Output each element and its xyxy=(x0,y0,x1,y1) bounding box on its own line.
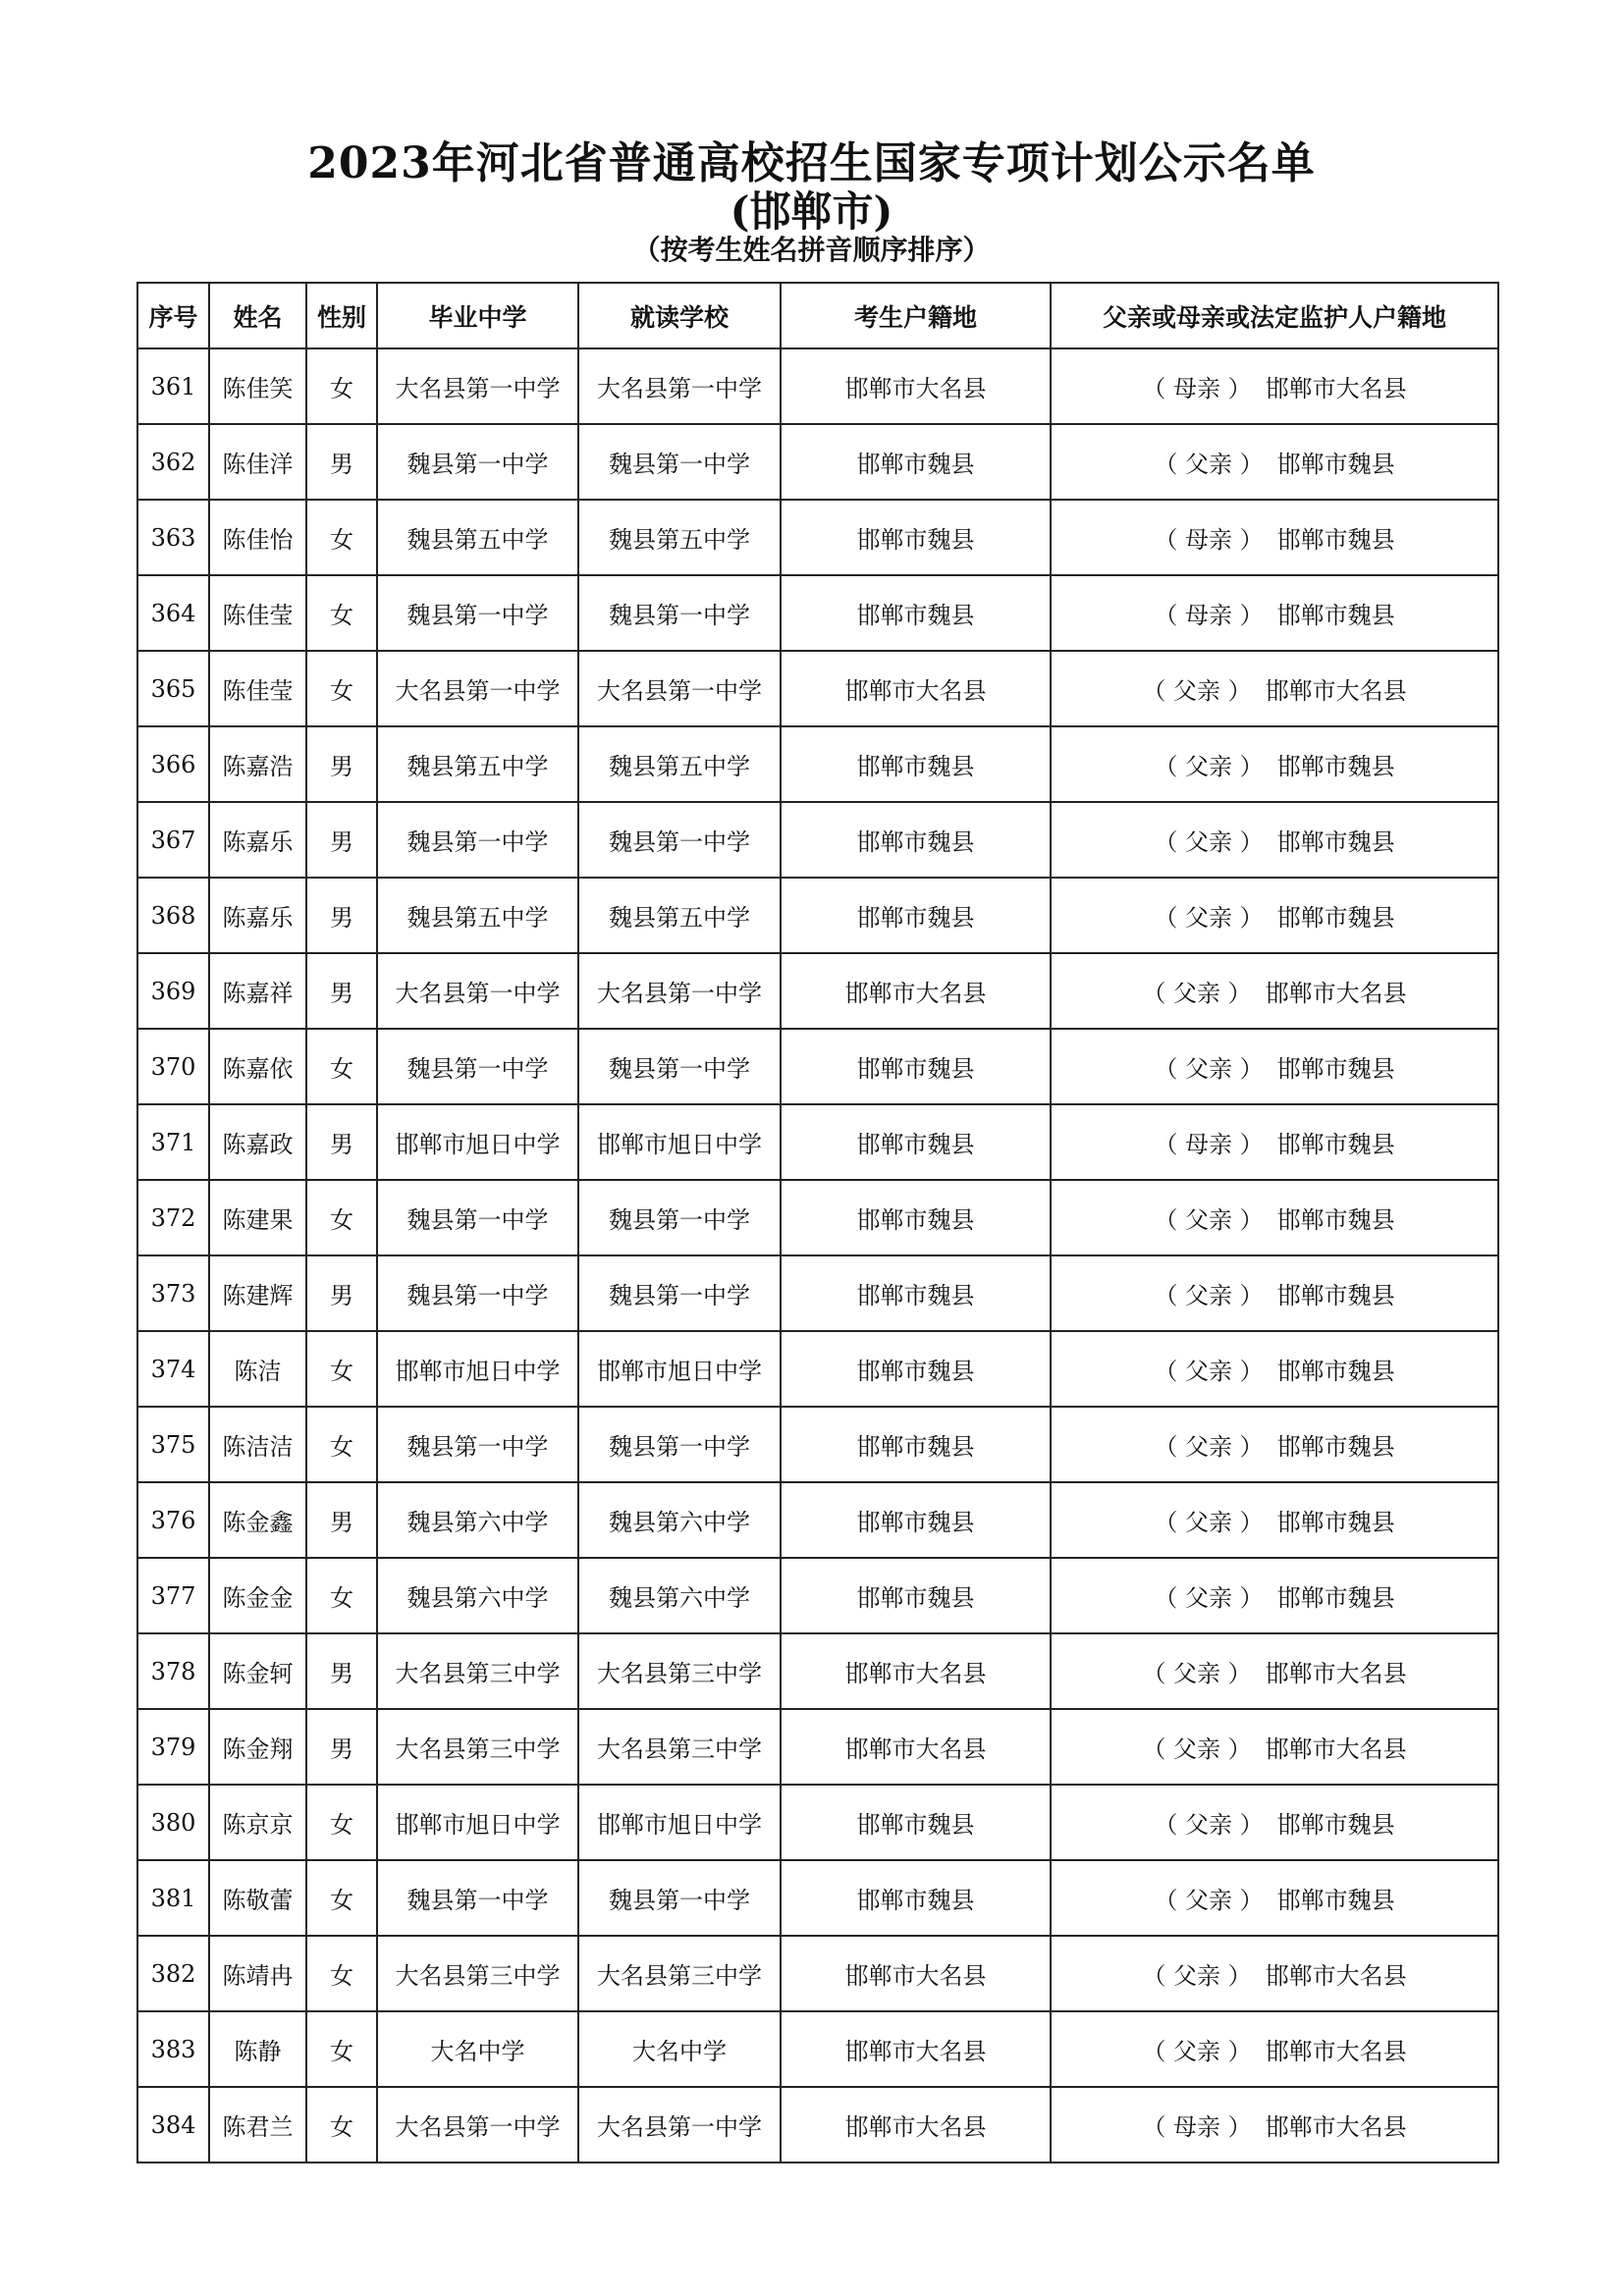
cell-name: 陈佳莹 xyxy=(209,575,306,651)
table-row xyxy=(137,348,1498,424)
cell-gender: 女 xyxy=(306,1558,377,1633)
parent-relation: （ 父亲 ） xyxy=(1154,1433,1264,1461)
cell-name: 陈嘉依 xyxy=(209,1029,306,1104)
table-row xyxy=(137,802,1498,878)
parent-residence: 邯郸市魏县 xyxy=(1276,1811,1395,1839)
cell-name: 陈佳莹 xyxy=(209,651,306,726)
cell-current-school: 大名中学 xyxy=(578,2011,781,2087)
cell-current-school: 魏县第一中学 xyxy=(578,1029,781,1104)
parent-residence: 邯郸市大名县 xyxy=(1265,2113,1407,2141)
table-row xyxy=(137,878,1498,953)
cell-residence: 邯郸市魏县 xyxy=(781,1255,1051,1331)
cell-gender: 女 xyxy=(306,1180,377,1255)
cell-gender: 女 xyxy=(306,2087,377,2163)
cell-current-school: 魏县第一中学 xyxy=(578,575,781,651)
header-parent-residence: 父亲或母亲或法定监护人户籍地 xyxy=(1051,283,1498,348)
cell-grad-school: 魏县第五中学 xyxy=(377,878,578,953)
cell-no: 383 xyxy=(137,2011,209,2087)
cell-gender: 男 xyxy=(306,802,377,878)
table-row xyxy=(137,1407,1498,1482)
parent-relation: （ 母亲 ） xyxy=(1154,1131,1264,1158)
parent-relation: （ 父亲 ） xyxy=(1154,1887,1264,1914)
cell-no: 371 xyxy=(137,1104,209,1180)
cell-name: 陈佳怡 xyxy=(209,500,306,575)
cell-grad-school: 邯郸市旭日中学 xyxy=(377,1104,578,1180)
parent-relation: （ 父亲 ） xyxy=(1154,828,1264,856)
cell-residence: 邯郸市魏县 xyxy=(781,1860,1051,1936)
parent-relation: （ 父亲 ） xyxy=(1154,451,1264,478)
cell-grad-school: 邯郸市旭日中学 xyxy=(377,1331,578,1407)
cell-parent-residence xyxy=(1051,726,1498,802)
parent-residence: 邯郸市魏县 xyxy=(1276,1131,1395,1158)
parent-residence: 邯郸市大名县 xyxy=(1265,677,1407,705)
cell-residence: 邯郸市大名县 xyxy=(781,1709,1051,1785)
cell-current-school: 魏县第一中学 xyxy=(578,1180,781,1255)
parent-relation: （ 父亲 ） xyxy=(1154,1206,1264,1234)
cell-current-school: 魏县第五中学 xyxy=(578,500,781,575)
cell-current-school: 邯郸市旭日中学 xyxy=(578,1104,781,1180)
cell-parent-residence xyxy=(1051,1633,1498,1709)
cell-grad-school: 大名县第三中学 xyxy=(377,1936,578,2011)
cell-no: 364 xyxy=(137,575,209,651)
parent-residence: 邯郸市魏县 xyxy=(1276,828,1395,856)
cell-residence: 邯郸市大名县 xyxy=(781,1633,1051,1709)
cell-gender: 男 xyxy=(306,1709,377,1785)
cell-parent-residence xyxy=(1051,2087,1498,2163)
parent-relation: （ 父亲 ） xyxy=(1154,753,1264,780)
cell-current-school: 魏县第五中学 xyxy=(578,726,781,802)
parent-relation: （ 父亲 ） xyxy=(1142,677,1252,705)
header-grad-school: 毕业中学 xyxy=(377,283,578,348)
cell-no: 370 xyxy=(137,1029,209,1104)
table-row xyxy=(137,575,1498,651)
cell-current-school: 魏县第五中学 xyxy=(578,878,781,953)
parent-relation: （ 母亲 ） xyxy=(1142,2113,1252,2141)
parent-relation: （ 母亲 ） xyxy=(1154,526,1264,554)
cell-no: 379 xyxy=(137,1709,209,1785)
cell-current-school: 魏县第六中学 xyxy=(578,1482,781,1558)
parent-residence: 邯郸市大名县 xyxy=(1265,1962,1407,1990)
cell-no: 380 xyxy=(137,1785,209,1860)
parent-relation: （ 父亲 ） xyxy=(1154,1509,1264,1536)
header-gender: 性别 xyxy=(306,283,377,348)
document-sort-note: （按考生姓名拼音顺序排序） xyxy=(632,234,991,266)
cell-gender: 男 xyxy=(306,1482,377,1558)
cell-no: 361 xyxy=(137,348,209,424)
cell-residence: 邯郸市魏县 xyxy=(781,1029,1051,1104)
cell-grad-school: 魏县第一中学 xyxy=(377,802,578,878)
cell-name: 陈嘉祥 xyxy=(209,953,306,1029)
cell-grad-school: 魏县第一中学 xyxy=(377,1180,578,1255)
cell-parent-residence xyxy=(1051,500,1498,575)
cell-no: 372 xyxy=(137,1180,209,1255)
cell-current-school: 魏县第一中学 xyxy=(578,802,781,878)
cell-name: 陈静 xyxy=(209,2011,306,2087)
cell-residence: 邯郸市魏县 xyxy=(781,726,1051,802)
cell-parent-residence xyxy=(1051,1860,1498,1936)
cell-no: 362 xyxy=(137,424,209,500)
table-row xyxy=(137,1255,1498,1331)
parent-residence: 邯郸市魏县 xyxy=(1276,526,1395,554)
parent-relation: （ 父亲 ） xyxy=(1154,904,1264,932)
header-name: 姓名 xyxy=(209,283,306,348)
parent-relation: （ 父亲 ） xyxy=(1154,1584,1264,1612)
cell-residence: 邯郸市魏县 xyxy=(781,1558,1051,1633)
cell-residence: 邯郸市大名县 xyxy=(781,953,1051,1029)
cell-gender: 女 xyxy=(306,1785,377,1860)
cell-grad-school: 大名县第一中学 xyxy=(377,953,578,1029)
cell-grad-school: 魏县第一中学 xyxy=(377,1255,578,1331)
table-row xyxy=(137,651,1498,726)
cell-gender: 男 xyxy=(306,424,377,500)
cell-no: 373 xyxy=(137,1255,209,1331)
parent-relation: （ 父亲 ） xyxy=(1142,1735,1252,1763)
parent-relation: （ 父亲 ） xyxy=(1142,1962,1252,1990)
parent-residence: 邯郸市魏县 xyxy=(1276,1584,1395,1612)
cell-no: 366 xyxy=(137,726,209,802)
parent-residence: 邯郸市魏县 xyxy=(1276,1509,1395,1536)
parent-relation: （ 父亲 ） xyxy=(1142,1660,1252,1687)
cell-grad-school: 大名县第三中学 xyxy=(377,1633,578,1709)
cell-name: 陈金鑫 xyxy=(209,1482,306,1558)
cell-residence: 邯郸市魏县 xyxy=(781,424,1051,500)
parent-relation: （ 父亲 ） xyxy=(1154,1282,1264,1309)
cell-parent-residence xyxy=(1051,953,1498,1029)
cell-gender: 男 xyxy=(306,1255,377,1331)
cell-gender: 女 xyxy=(306,1936,377,2011)
cell-grad-school: 大名县第一中学 xyxy=(377,348,578,424)
cell-parent-residence xyxy=(1051,348,1498,424)
cell-name: 陈嘉乐 xyxy=(209,878,306,953)
table-row xyxy=(137,500,1498,575)
cell-no: 381 xyxy=(137,1860,209,1936)
cell-parent-residence xyxy=(1051,1785,1498,1860)
cell-grad-school: 魏县第六中学 xyxy=(377,1558,578,1633)
document-title: 2023年河北省普通高校招生国家专项计划公示名单 xyxy=(307,138,1316,188)
cell-gender: 男 xyxy=(306,726,377,802)
cell-current-school: 大名县第三中学 xyxy=(578,1709,781,1785)
cell-current-school: 魏县第一中学 xyxy=(578,1255,781,1331)
cell-gender: 女 xyxy=(306,575,377,651)
cell-grad-school: 魏县第一中学 xyxy=(377,1029,578,1104)
parent-residence: 邯郸市大名县 xyxy=(1265,980,1407,1007)
cell-no: 363 xyxy=(137,500,209,575)
cell-name: 陈金金 xyxy=(209,1558,306,1633)
cell-gender: 女 xyxy=(306,651,377,726)
cell-no: 376 xyxy=(137,1482,209,1558)
cell-parent-residence xyxy=(1051,802,1498,878)
cell-grad-school: 魏县第五中学 xyxy=(377,500,578,575)
cell-residence: 邯郸市大名县 xyxy=(781,2011,1051,2087)
parent-residence: 邯郸市魏县 xyxy=(1276,1358,1395,1385)
cell-current-school: 大名县第一中学 xyxy=(578,953,781,1029)
cell-parent-residence xyxy=(1051,1029,1498,1104)
table-row xyxy=(137,1936,1498,2011)
cell-residence: 邯郸市大名县 xyxy=(781,348,1051,424)
roster-body xyxy=(137,348,1498,2163)
cell-parent-residence xyxy=(1051,424,1498,500)
cell-parent-residence xyxy=(1051,1331,1498,1407)
cell-no: 367 xyxy=(137,802,209,878)
cell-parent-residence xyxy=(1051,575,1498,651)
cell-gender: 女 xyxy=(306,1331,377,1407)
document-city: (邯郸市) xyxy=(730,187,893,236)
cell-parent-residence xyxy=(1051,2011,1498,2087)
cell-residence: 邯郸市大名县 xyxy=(781,1936,1051,2011)
cell-residence: 邯郸市魏县 xyxy=(781,802,1051,878)
header-row xyxy=(137,283,1498,348)
table-row xyxy=(137,1785,1498,1860)
cell-no: 369 xyxy=(137,953,209,1029)
cell-current-school: 大名县第三中学 xyxy=(578,1936,781,2011)
table-row xyxy=(137,2087,1498,2163)
cell-current-school: 邯郸市旭日中学 xyxy=(578,1785,781,1860)
cell-name: 陈佳笑 xyxy=(209,348,306,424)
parent-relation: （ 母亲 ） xyxy=(1154,602,1264,629)
cell-grad-school: 大名中学 xyxy=(377,2011,578,2087)
cell-no: 384 xyxy=(137,2087,209,2163)
cell-name: 陈洁 xyxy=(209,1331,306,1407)
cell-no: 374 xyxy=(137,1331,209,1407)
parent-residence: 邯郸市魏县 xyxy=(1276,904,1395,932)
cell-parent-residence xyxy=(1051,878,1498,953)
cell-residence: 邯郸市大名县 xyxy=(781,2087,1051,2163)
table-row xyxy=(137,1331,1498,1407)
parent-residence: 邯郸市魏县 xyxy=(1276,1055,1395,1083)
cell-gender: 女 xyxy=(306,1029,377,1104)
cell-name: 陈嘉乐 xyxy=(209,802,306,878)
table-row xyxy=(137,1104,1498,1180)
cell-no: 375 xyxy=(137,1407,209,1482)
cell-grad-school: 魏县第五中学 xyxy=(377,726,578,802)
roster-table xyxy=(136,282,1499,2163)
parent-relation: （ 父亲 ） xyxy=(1142,2038,1252,2065)
table-row xyxy=(137,1558,1498,1633)
table-row xyxy=(137,1180,1498,1255)
parent-residence: 邯郸市大名县 xyxy=(1265,1660,1407,1687)
parent-relation: （ 父亲 ） xyxy=(1154,1811,1264,1839)
cell-name: 陈嘉浩 xyxy=(209,726,306,802)
cell-gender: 女 xyxy=(306,1860,377,1936)
parent-relation: （ 父亲 ） xyxy=(1154,1055,1264,1083)
cell-gender: 男 xyxy=(306,953,377,1029)
cell-name: 陈建辉 xyxy=(209,1255,306,1331)
cell-parent-residence xyxy=(1051,1482,1498,1558)
cell-grad-school: 大名县第一中学 xyxy=(377,651,578,726)
cell-grad-school: 魏县第一中学 xyxy=(377,1407,578,1482)
cell-gender: 女 xyxy=(306,500,377,575)
roster-header xyxy=(137,283,1498,348)
parent-relation: （ 父亲 ） xyxy=(1154,1358,1264,1385)
table-row xyxy=(137,1029,1498,1104)
cell-name: 陈佳洋 xyxy=(209,424,306,500)
cell-name: 陈嘉政 xyxy=(209,1104,306,1180)
table-row xyxy=(137,726,1498,802)
cell-no: 377 xyxy=(137,1558,209,1633)
cell-grad-school: 大名县第一中学 xyxy=(377,2087,578,2163)
parent-residence: 邯郸市大名县 xyxy=(1265,375,1407,402)
table-row xyxy=(137,2011,1498,2087)
cell-name: 陈京京 xyxy=(209,1785,306,1860)
cell-parent-residence xyxy=(1051,1407,1498,1482)
cell-current-school: 邯郸市旭日中学 xyxy=(578,1331,781,1407)
parent-residence: 邯郸市魏县 xyxy=(1276,1433,1395,1461)
cell-residence: 邯郸市魏县 xyxy=(781,1407,1051,1482)
cell-current-school: 魏县第一中学 xyxy=(578,424,781,500)
cell-name: 陈金翔 xyxy=(209,1709,306,1785)
parent-relation: （ 父亲 ） xyxy=(1142,980,1252,1007)
cell-current-school: 魏县第一中学 xyxy=(578,1860,781,1936)
header-residence: 考生户籍地 xyxy=(781,283,1051,348)
cell-parent-residence xyxy=(1051,1104,1498,1180)
cell-residence: 邯郸市魏县 xyxy=(781,878,1051,953)
parent-residence: 邯郸市魏县 xyxy=(1276,1206,1395,1234)
cell-residence: 邯郸市魏县 xyxy=(781,575,1051,651)
cell-grad-school: 魏县第一中学 xyxy=(377,1860,578,1936)
cell-parent-residence xyxy=(1051,1255,1498,1331)
cell-residence: 邯郸市魏县 xyxy=(781,1331,1051,1407)
table-row xyxy=(137,953,1498,1029)
cell-current-school: 魏县第一中学 xyxy=(578,1407,781,1482)
cell-no: 368 xyxy=(137,878,209,953)
cell-gender: 男 xyxy=(306,1104,377,1180)
cell-gender: 女 xyxy=(306,1407,377,1482)
cell-name: 陈靖冉 xyxy=(209,1936,306,2011)
cell-grad-school: 魏县第一中学 xyxy=(377,424,578,500)
cell-gender: 男 xyxy=(306,878,377,953)
cell-residence: 邯郸市魏县 xyxy=(781,1482,1051,1558)
cell-parent-residence xyxy=(1051,1709,1498,1785)
parent-residence: 邯郸市魏县 xyxy=(1276,753,1395,780)
parent-residence: 邯郸市魏县 xyxy=(1276,1887,1395,1914)
cell-residence: 邯郸市魏县 xyxy=(781,1785,1051,1860)
cell-name: 陈建果 xyxy=(209,1180,306,1255)
cell-no: 365 xyxy=(137,651,209,726)
table-row xyxy=(137,1860,1498,1936)
cell-name: 陈金轲 xyxy=(209,1633,306,1709)
header-current-school: 就读学校 xyxy=(578,283,781,348)
cell-no: 382 xyxy=(137,1936,209,2011)
cell-residence: 邯郸市魏县 xyxy=(781,500,1051,575)
cell-residence: 邯郸市大名县 xyxy=(781,651,1051,726)
cell-grad-school: 魏县第一中学 xyxy=(377,575,578,651)
cell-parent-residence xyxy=(1051,1180,1498,1255)
parent-residence: 邯郸市魏县 xyxy=(1276,451,1395,478)
cell-current-school: 大名县第一中学 xyxy=(578,348,781,424)
cell-name: 陈敬蕾 xyxy=(209,1860,306,1936)
cell-gender: 女 xyxy=(306,2011,377,2087)
parent-relation: （ 母亲 ） xyxy=(1142,375,1252,402)
table-row xyxy=(137,1633,1498,1709)
parent-residence: 邯郸市魏县 xyxy=(1276,602,1395,629)
cell-parent-residence xyxy=(1051,1936,1498,2011)
cell-residence: 邯郸市魏县 xyxy=(781,1180,1051,1255)
cell-current-school: 魏县第六中学 xyxy=(578,1558,781,1633)
cell-name: 陈君兰 xyxy=(209,2087,306,2163)
cell-residence: 邯郸市魏县 xyxy=(781,1104,1051,1180)
table-row xyxy=(137,424,1498,500)
cell-current-school: 大名县第一中学 xyxy=(578,2087,781,2163)
parent-residence: 邯郸市大名县 xyxy=(1265,1735,1407,1763)
cell-current-school: 大名县第三中学 xyxy=(578,1633,781,1709)
header-no: 序号 xyxy=(137,283,209,348)
cell-parent-residence xyxy=(1051,1558,1498,1633)
parent-residence: 邯郸市魏县 xyxy=(1276,1282,1395,1309)
cell-current-school: 大名县第一中学 xyxy=(578,651,781,726)
parent-residence: 邯郸市大名县 xyxy=(1265,2038,1407,2065)
table-row xyxy=(137,1709,1498,1785)
cell-gender: 男 xyxy=(306,1633,377,1709)
cell-name: 陈洁洁 xyxy=(209,1407,306,1482)
cell-grad-school: 大名县第三中学 xyxy=(377,1709,578,1785)
cell-grad-school: 魏县第六中学 xyxy=(377,1482,578,1558)
cell-gender: 女 xyxy=(306,348,377,424)
cell-parent-residence xyxy=(1051,651,1498,726)
cell-no: 378 xyxy=(137,1633,209,1709)
table-row xyxy=(137,1482,1498,1558)
cell-grad-school: 邯郸市旭日中学 xyxy=(377,1785,578,1860)
